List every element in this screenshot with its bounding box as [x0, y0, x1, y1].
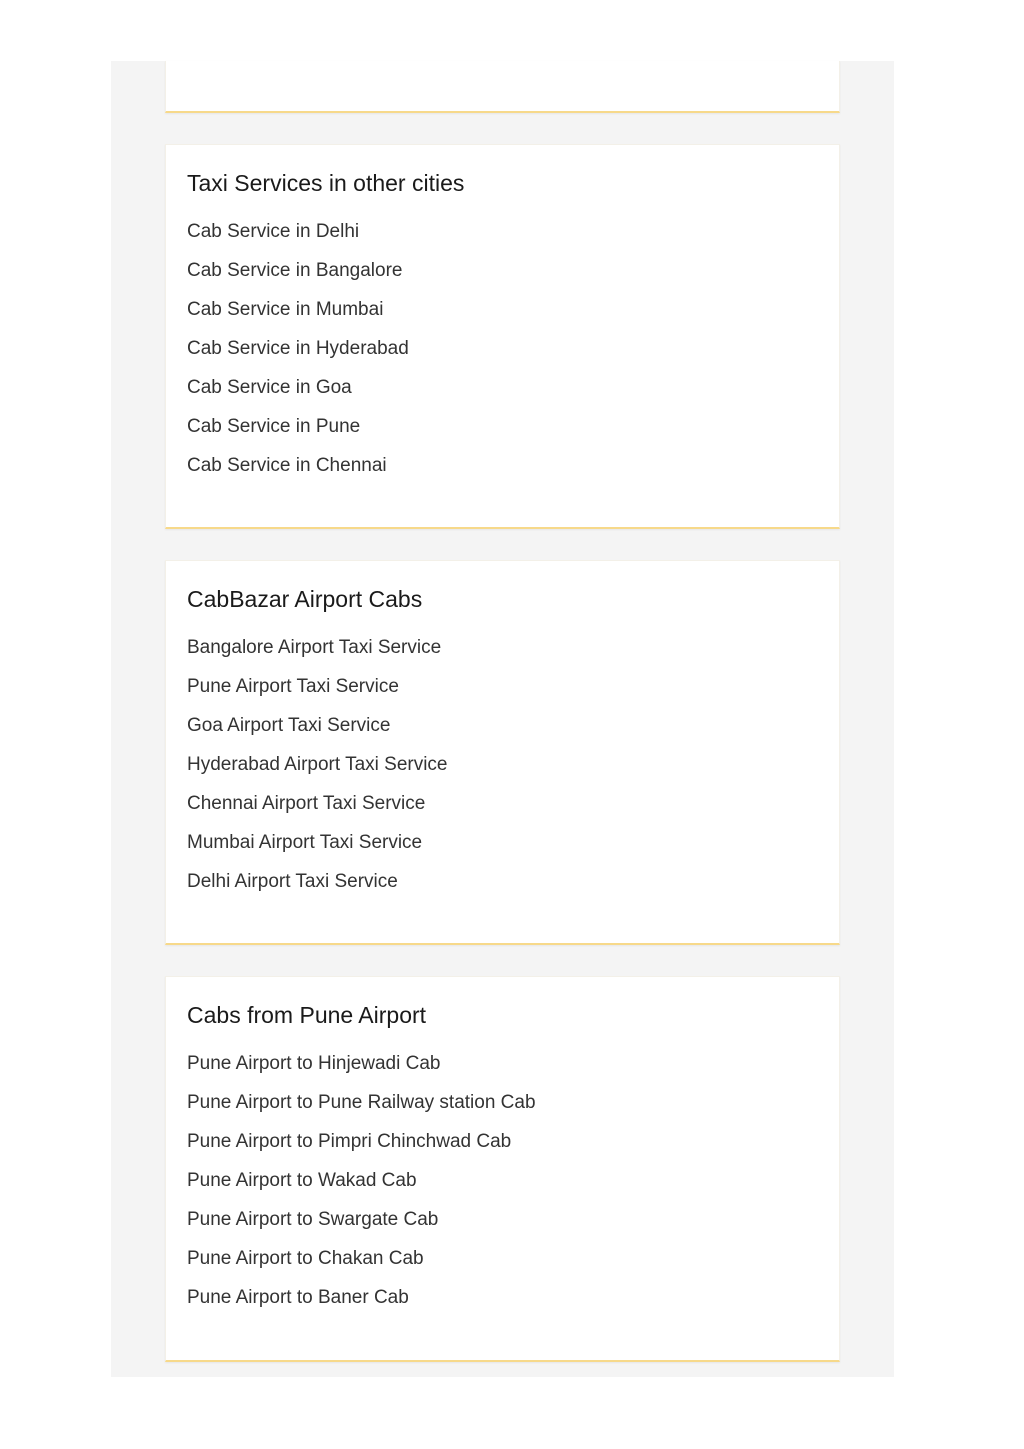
pune-airport-cabs-title: Cabs from Pune Airport [187, 1002, 427, 1028]
link-delhi-airport-taxi[interactable]: Delhi Airport Taxi Service [187, 871, 398, 892]
link-goa-airport-taxi[interactable]: Goa Airport Taxi Service [187, 715, 391, 736]
list-item [187, 831, 448, 870]
list-item [187, 636, 448, 675]
link-pune-airport-chakan[interactable]: Pune Airport to Chakan Cab [187, 1248, 424, 1269]
link-hyderabad-airport-taxi[interactable]: Hyderabad Airport Taxi Service [187, 754, 448, 775]
pune-airport-cabs-card [165, 976, 840, 1362]
pune-airport-cabs-link-list [187, 1052, 536, 1325]
list-item [187, 792, 448, 831]
other-cities-card [165, 144, 840, 529]
other-cities-title: Taxi Services in other cities [187, 170, 465, 196]
list-item [187, 1169, 536, 1208]
list-item [187, 675, 448, 714]
link-cab-service-mumbai[interactable]: Cab Service in Mumbai [187, 299, 384, 320]
link-cab-service-chennai[interactable]: Cab Service in Chennai [187, 455, 387, 476]
link-chennai-airport-taxi[interactable]: Chennai Airport Taxi Service [187, 793, 426, 814]
airport-cabs-link-list [187, 636, 448, 909]
link-cab-service-bangalore[interactable]: Cab Service in Bangalore [187, 260, 403, 281]
link-cab-service-goa[interactable]: Cab Service in Goa [187, 377, 352, 398]
list-item [187, 870, 448, 909]
link-pune-airport-wakad[interactable]: Pune Airport to Wakad Cab [187, 1170, 417, 1191]
link-pune-airport-pimpri-chinchwad[interactable]: Pune Airport to Pimpri Chinchwad Cab [187, 1131, 512, 1152]
previous-card-bottom [165, 61, 840, 113]
list-item [187, 1091, 536, 1130]
link-bangalore-airport-taxi[interactable]: Bangalore Airport Taxi Service [187, 637, 442, 658]
link-pune-airport-railway-station[interactable]: Pune Airport to Pune Railway station Cab [187, 1092, 536, 1113]
list-item [187, 415, 409, 454]
other-cities-link-list [187, 220, 409, 493]
link-mumbai-airport-taxi[interactable]: Mumbai Airport Taxi Service [187, 832, 423, 853]
list-item [187, 1130, 536, 1169]
list-item [187, 220, 409, 259]
list-item [187, 1247, 536, 1286]
airport-cabs-title: CabBazar Airport Cabs [187, 586, 423, 612]
list-item [187, 714, 448, 753]
list-item [187, 376, 409, 415]
link-pune-airport-hinjewadi[interactable]: Pune Airport to Hinjewadi Cab [187, 1053, 441, 1074]
list-item [187, 1052, 536, 1091]
list-item [187, 454, 409, 493]
list-item [187, 1208, 536, 1247]
link-pune-airport-taxi[interactable]: Pune Airport Taxi Service [187, 676, 399, 697]
list-item [187, 337, 409, 376]
list-item [187, 259, 409, 298]
list-item [187, 298, 409, 337]
link-pune-airport-baner[interactable]: Pune Airport to Baner Cab [187, 1287, 409, 1308]
list-item [187, 753, 448, 792]
link-cab-service-delhi[interactable]: Cab Service in Delhi [187, 221, 360, 242]
link-cab-service-hyderabad[interactable]: Cab Service in Hyderabad [187, 338, 409, 359]
link-pune-airport-swargate[interactable]: Pune Airport to Swargate Cab [187, 1209, 439, 1230]
airport-cabs-card [165, 560, 840, 945]
list-item [187, 1286, 536, 1325]
link-cab-service-pune[interactable]: Cab Service in Pune [187, 416, 361, 437]
